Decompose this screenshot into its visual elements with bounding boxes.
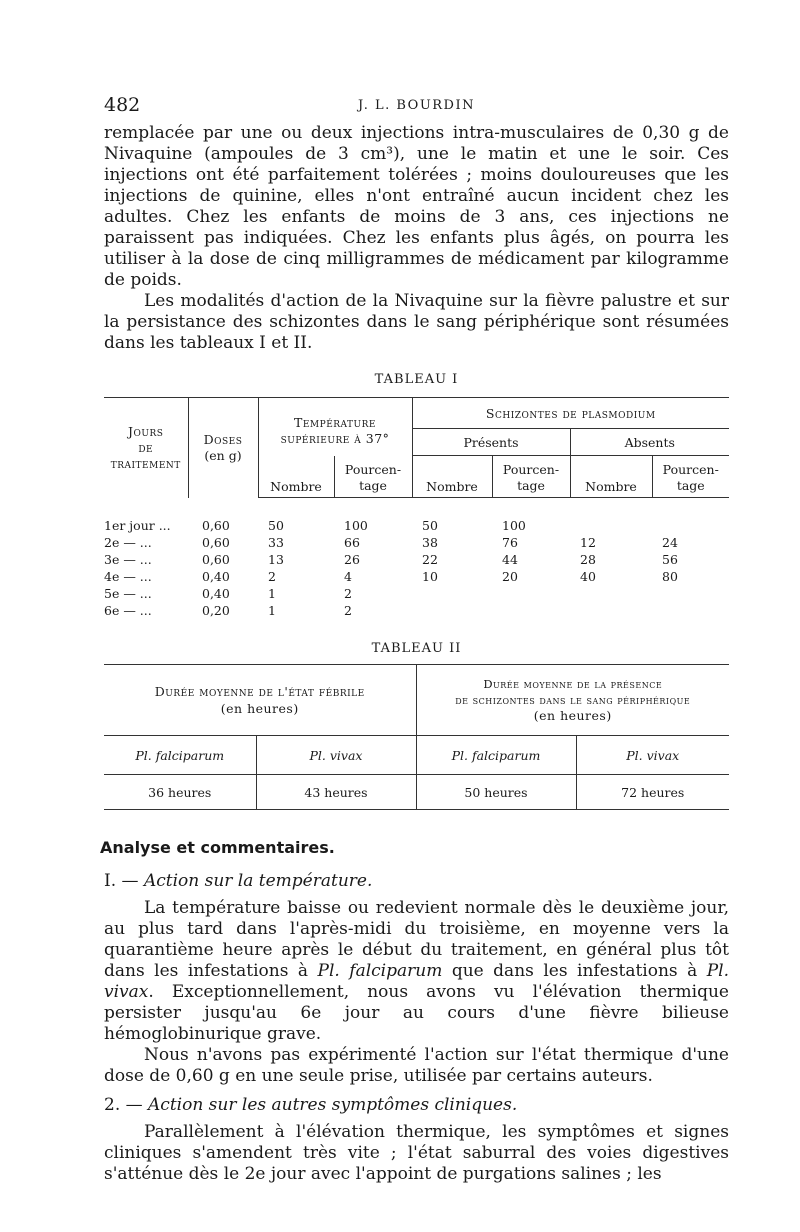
table1-presents-nombre: Nombre: [412, 456, 492, 498]
table1-cell-dose: 0,20: [202, 603, 230, 618]
temperature-label: Température: [294, 414, 376, 430]
section-2-heading: [104, 1095, 729, 1116]
table1-temp-nombre: Nombre: [258, 456, 334, 498]
table2-fever-duration-header: [104, 665, 416, 736]
s1-text-c: . Exceptionnellement, nous avons vu l'élévation thermique persister jusqu'au 6e jour au cours d'une fièvre bilieuse hémoglobinurique grave.: [104, 982, 729, 1044]
table1-cell-dose: 0,60: [202, 535, 230, 550]
table1-cell-p_pct: [492, 585, 570, 602]
intro-text: [104, 123, 729, 354]
table1-cell-t_pct: 66: [344, 535, 360, 550]
table1-cell-p_nb: [412, 585, 492, 602]
table1-cell-t_nb: 2: [268, 569, 276, 584]
table2-caption: TABLEAU II: [371, 641, 462, 656]
schizontes-duration-unit: (en heures): [533, 708, 612, 723]
table2-value-2: 43 heures: [256, 775, 416, 810]
pourcentage-part1: Pourcen-: [502, 462, 560, 477]
table1-row: [104, 534, 729, 551]
table1-cell-p_pct: 100: [502, 518, 526, 533]
section-2-title: Action sur les autres symptômes cliniques.: [148, 1095, 518, 1115]
table-1: [104, 397, 729, 619]
table1-temperature-header: [258, 398, 412, 456]
table1-cell-t_pct: 2: [344, 586, 352, 601]
s1-text-b: que dans les infestations à: [442, 961, 707, 981]
pourcentage-part2: tage: [676, 478, 705, 493]
pourcentage-part1: Pourcen-: [662, 462, 719, 477]
table1-cell-p_nb: [412, 602, 492, 619]
analysis-heading: Analyse et commentaires.: [100, 838, 335, 857]
table1-cell-a_nb: 28: [580, 552, 596, 567]
jours-label: Jours: [128, 423, 164, 439]
traitement-label: traitement: [110, 455, 181, 471]
table1-cell-a_pct: 24: [662, 535, 678, 550]
table1-cell-p_nb: 38: [422, 535, 438, 550]
section-1-heading: [104, 871, 729, 892]
table2-species-4: Pl. vivax: [576, 736, 729, 775]
table1-cell-p_pct: 76: [502, 535, 518, 550]
pourcentage-part2: tage: [517, 478, 545, 493]
page: [100, 92, 730, 1185]
table1-cell-a_nb: [570, 602, 652, 619]
schizontes-duration-label-2: de schizontes dans le sang périphérique: [455, 693, 691, 707]
table1-doses-header: [188, 398, 258, 498]
table1-cell-p_pct: 20: [502, 569, 518, 584]
table2-species-2: Pl. vivax: [256, 736, 416, 775]
table1-absents-header: Absents: [570, 429, 729, 456]
temperature-threshold: supérieure à 37°: [280, 430, 390, 446]
table1-cell-jour: 1er jour ...: [104, 517, 171, 533]
de-label: de: [138, 439, 154, 455]
table1-cell-a_nb: 12: [580, 535, 596, 550]
table2-value-4: 72 heures: [576, 775, 729, 810]
table1-caption: TABLEAU I: [374, 372, 459, 387]
s1-text-a: La température baisse ou redevient normale dès le deuxième jour, au plus tard dans l'après-midi du troisième, en moyenne vers la quarantième heure après le début du traitement, en général plus tôt dans les infestations à: [104, 898, 729, 981]
pourcentage-part1: Pourcen-: [344, 461, 402, 477]
section-2-number: 2. —: [104, 1095, 143, 1115]
table2-value-3: 50 heures: [416, 775, 576, 810]
table1-cell-p_nb: 50: [422, 518, 438, 533]
doses-unit: (en g): [204, 447, 242, 463]
intro-paragraph-1: remplacée par une ou deux injections intra-musculaires de 0,30 g de Nivaquine (ampoules de 3 cm³), une le matin et une le soir. Ces injections ont été parfaitement tolérées ; moins douloureuses que les injections de quinine, elles n'ont entraîné aucun incident chez les adultes. Chez les enfants de moins de 3 ans, ces injections ne paraissent pas indiquées. Chez les enfants plus âgés, on pourra les utiliser à la dose de cinq milligrammes de médicament par kilogramme de poids.: [104, 123, 729, 290]
table1-cell-t_pct: 26: [344, 552, 360, 567]
s1-species-1: Pl. falciparum: [317, 961, 443, 981]
table2-value-1: 36 heures: [104, 775, 256, 810]
table1-cell-dose: 0,60: [202, 517, 230, 533]
table1-cell-p_nb: 10: [422, 569, 438, 584]
section-1-title: Action sur la température.: [143, 871, 373, 891]
page-header: [104, 92, 729, 120]
table1-absents-pourcentage: [652, 456, 729, 498]
pourcentage-part2: tage: [359, 477, 387, 493]
table1-absents-nombre: Nombre: [570, 456, 652, 498]
table1-cell-jour: 6e — ...: [104, 603, 152, 618]
table1-presents-pourcentage: [492, 456, 570, 498]
table1-jours-header: [104, 398, 188, 498]
section-1-paragraph-1: [104, 898, 729, 1045]
section-1-paragraph-2: Nous n'avons pas expérimenté l'action sur l'état thermique d'une dose de 0,60 g en une seule prise, utilisée par certains auteurs.: [104, 1045, 729, 1086]
section-1-number: I. —: [104, 871, 139, 891]
table1-schizontes-header: Schizontes de plasmodium: [412, 398, 729, 429]
table1-cell-a_pct: [652, 602, 729, 619]
table1-cell-a_pct: [652, 498, 729, 535]
page-number: 482: [104, 94, 141, 116]
table1-row: [104, 568, 729, 585]
table1-cell-t_nb: 1: [268, 603, 276, 618]
table1-cell-jour: 3e — ...: [104, 552, 152, 567]
table1-cell-p_pct: [492, 602, 570, 619]
table1-cell-t_pct: 2: [344, 603, 352, 618]
table1-cell-t_pct: 100: [344, 518, 368, 533]
fever-duration-unit: (en heures): [220, 701, 299, 716]
table1-row: [104, 585, 729, 602]
table1-cell-dose: 0,40: [202, 586, 230, 601]
table2-schizontes-duration-header: [416, 665, 729, 736]
table1-cell-a_nb: 40: [580, 569, 596, 584]
table1-cell-jour: 5e — ...: [104, 586, 152, 601]
table2-species-3: Pl. falciparum: [416, 736, 576, 775]
table1-cell-a_nb: [570, 585, 652, 602]
table2-species-1: Pl. falciparum: [104, 736, 256, 775]
table1-cell-a_pct: 56: [662, 552, 678, 567]
table1-body: [104, 498, 729, 620]
table1-cell-p_pct: 44: [502, 552, 518, 567]
table1-cell-a_pct: 80: [662, 569, 678, 584]
section-2-paragraph-1: Parallèlement à l'élévation thermique, les symptômes et signes cliniques s'amendent très vite ; l'état saburral des voies digestives s'atténue dès le 2e jour avec l'appoint de purgations salines ; les: [104, 1122, 729, 1184]
table1-cell-dose: 0,40: [202, 569, 230, 584]
table1-cell-p_nb: 22: [422, 552, 438, 567]
table1-cell-a_pct: [652, 585, 729, 602]
table1-cell-t_nb: 1: [268, 586, 276, 601]
table1-row: [104, 551, 729, 568]
intro-paragraph-2: Les modalités d'action de la Nivaquine sur la fièvre palustre et sur la persistance des schizontes dans le sang périphérique sont résumées dans les tableaux I et II.: [104, 291, 729, 353]
running-head: J. L. BOURDIN: [358, 98, 475, 113]
table-2: [104, 664, 729, 810]
table1-row: [104, 602, 729, 619]
table1-cell-a_nb: [570, 498, 652, 535]
table1-presents-header: Présents: [412, 429, 570, 456]
s1-species-2: Pl. vivax: [104, 961, 730, 1002]
table1-cell-jour: 2e — ...: [104, 535, 152, 550]
table1-cell-dose: 0,60: [202, 552, 230, 567]
schizontes-duration-label-1: Durée moyenne de la présence: [483, 677, 663, 691]
table1-cell-t_nb: 13: [268, 552, 284, 567]
fever-duration-label: Durée moyenne de l'état fébrile: [154, 684, 365, 699]
table1-cell-t_nb: 33: [268, 535, 284, 550]
doses-label: Doses: [203, 431, 243, 447]
table1-cell-t_pct: 4: [344, 569, 352, 584]
table1-cell-jour: 4e — ...: [104, 569, 152, 584]
table1-row: [104, 498, 729, 535]
table1-cell-t_nb: 50: [268, 518, 284, 533]
table1-temp-pourcentage: [334, 456, 412, 498]
